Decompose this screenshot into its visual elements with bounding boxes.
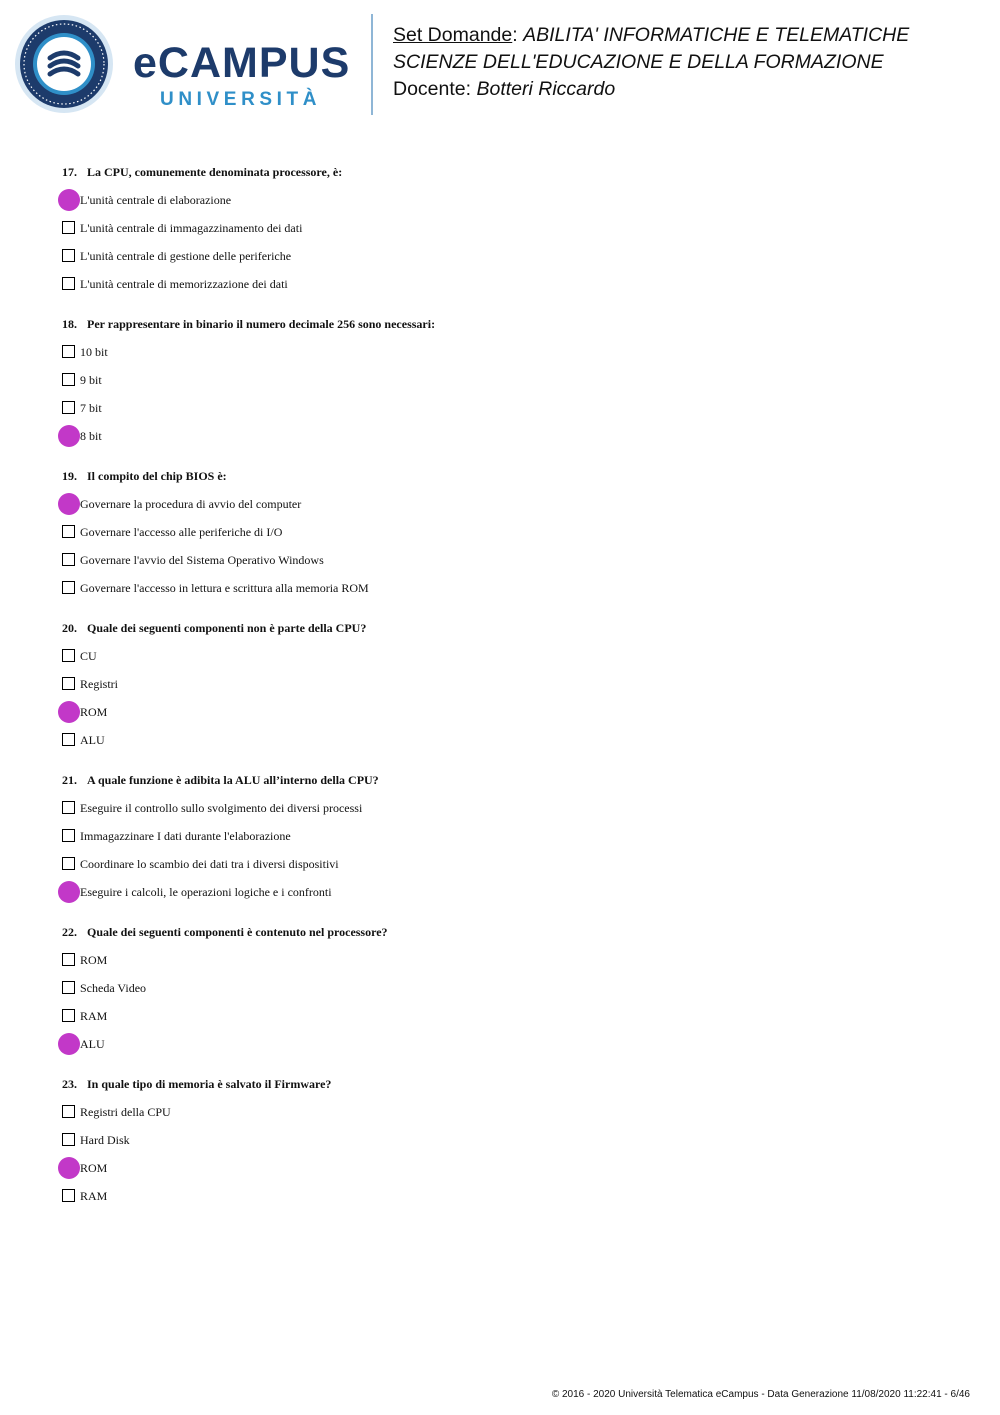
- correct-answer-marker-icon: [58, 1033, 80, 1055]
- answer-option[interactable]: [62, 546, 942, 574]
- answer-option[interactable]: [62, 518, 942, 546]
- course-line-1: [393, 22, 909, 49]
- answer-option-label: Governare la procedura di avvio del computer: [80, 497, 302, 511]
- question-title: [62, 617, 942, 639]
- answer-option[interactable]: [62, 878, 942, 906]
- question-number: 21.: [62, 773, 77, 787]
- answer-option-label: ALU: [80, 733, 105, 747]
- answer-option-label: Coordinare lo scambio dei dati tra i diversi dispositivi: [80, 857, 339, 871]
- question-number: 19.: [62, 469, 77, 483]
- set-separator: :: [512, 24, 524, 46]
- answer-option[interactable]: [62, 794, 942, 822]
- answer-options: [62, 794, 942, 906]
- answer-option[interactable]: [62, 1098, 942, 1126]
- question-title: [62, 161, 942, 183]
- answer-options: [62, 642, 942, 754]
- answer-checkbox[interactable]: [62, 401, 75, 414]
- answer-checkbox[interactable]: [62, 1009, 75, 1022]
- question-list: [62, 161, 942, 1225]
- answer-option-label: Registri della CPU: [80, 1105, 171, 1119]
- question-number: 22.: [62, 925, 77, 939]
- answer-option[interactable]: [62, 726, 942, 754]
- answer-option-label: L'unità centrale di elaborazione: [80, 193, 232, 207]
- answer-option[interactable]: [62, 1182, 942, 1210]
- answer-checkbox[interactable]: [62, 677, 75, 690]
- answer-option-label: ROM: [80, 705, 108, 719]
- university-seal-logo: [14, 14, 114, 114]
- question-title: [62, 313, 942, 335]
- answer-checkbox[interactable]: [62, 373, 75, 386]
- brand-wordmark: [133, 40, 358, 115]
- answer-checkbox[interactable]: [62, 829, 75, 842]
- answer-checkbox[interactable]: [62, 1189, 75, 1202]
- answer-checkbox[interactable]: [62, 525, 75, 538]
- question-text: A quale funzione è adibita la ALU all’interno della CPU?: [87, 773, 379, 787]
- answer-option-label: Registri: [80, 677, 118, 691]
- question-text: Quale dei seguenti componenti è contenuto nel processore?: [87, 925, 388, 939]
- answer-checkbox[interactable]: [62, 953, 75, 966]
- question-title: [62, 1073, 942, 1095]
- answer-option-label: 8 bit: [80, 429, 102, 443]
- teacher-name: Botteri Riccardo: [476, 78, 616, 100]
- question-block: [62, 769, 942, 906]
- answer-option-label: Governare l'accesso in lettura e scrittura alla memoria ROM: [80, 581, 369, 595]
- set-label: Set Domande: [393, 24, 513, 46]
- answer-option[interactable]: [62, 670, 942, 698]
- answer-option-label: RAM: [80, 1189, 108, 1203]
- question-title: [62, 769, 942, 791]
- answer-checkbox[interactable]: [62, 581, 75, 594]
- teacher-label: Docente:: [393, 78, 477, 100]
- answer-checkbox[interactable]: [62, 249, 75, 262]
- brand-name: eCAMPUS: [133, 39, 351, 87]
- answer-checkbox[interactable]: [62, 1105, 75, 1118]
- answer-checkbox[interactable]: [62, 801, 75, 814]
- answer-checkbox[interactable]: [62, 981, 75, 994]
- correct-answer-marker-icon: [58, 701, 80, 723]
- answer-checkbox[interactable]: [62, 733, 75, 746]
- answer-option[interactable]: [62, 946, 942, 974]
- answer-option[interactable]: [62, 974, 942, 1002]
- answer-option[interactable]: [62, 574, 942, 602]
- answer-option[interactable]: [62, 1126, 942, 1154]
- answer-option[interactable]: [62, 270, 942, 298]
- question-block: [62, 617, 942, 754]
- answer-option-label: L'unità centrale di memorizzazione dei dati: [80, 277, 288, 291]
- teacher-line: [393, 76, 909, 103]
- answer-option-label: ROM: [80, 953, 108, 967]
- question-number: 23.: [62, 1077, 77, 1091]
- answer-option-label: Scheda Video: [80, 981, 147, 995]
- question-block: [62, 1073, 942, 1210]
- answer-options: [62, 946, 942, 1058]
- question-text: Per rappresentare in binario il numero decimale 256 sono necessari:: [87, 317, 436, 331]
- answer-option-label: 10 bit: [80, 345, 108, 359]
- brand-subtitle: UNIVERSITÀ: [160, 89, 322, 110]
- course-title: ABILITA' INFORMATICHE E TELEMATICHE: [523, 24, 910, 46]
- answer-options: [62, 338, 942, 450]
- correct-answer-marker-icon: [58, 425, 80, 447]
- answer-option[interactable]: [62, 822, 942, 850]
- page-footer: © 2016 - 2020 Università Telematica eCampus - Data Generazione 11/08/2020 11:22:41 - 6/46: [551, 1389, 970, 1400]
- answer-option[interactable]: [62, 242, 942, 270]
- answer-option-label: 7 bit: [80, 401, 102, 415]
- correct-answer-marker-icon: [58, 493, 80, 515]
- answer-option-label: Immagazzinare I dati durante l'elaborazione: [80, 829, 291, 843]
- answer-option[interactable]: [62, 366, 942, 394]
- header-divider: [371, 14, 373, 115]
- answer-option[interactable]: [62, 1154, 942, 1182]
- answer-option-label: Governare l'avvio del Sistema Operativo Windows: [80, 553, 324, 567]
- question-title: [62, 465, 942, 487]
- answer-checkbox[interactable]: [62, 649, 75, 662]
- answer-options: [62, 186, 942, 298]
- question-block: [62, 161, 942, 298]
- answer-checkbox[interactable]: [62, 857, 75, 870]
- answer-option-label: 9 bit: [80, 373, 102, 387]
- answer-option-label: ALU: [80, 1037, 105, 1051]
- answer-option[interactable]: [62, 490, 942, 518]
- answer-option[interactable]: [62, 394, 942, 422]
- answer-options: [62, 1098, 942, 1210]
- correct-answer-marker-icon: [58, 189, 80, 211]
- answer-option[interactable]: [62, 422, 942, 450]
- question-number: 18.: [62, 317, 77, 331]
- question-text: La CPU, comunemente denominata processore, è:: [87, 165, 343, 179]
- question-block: [62, 921, 942, 1058]
- question-block: [62, 465, 942, 602]
- answer-option-label: Eseguire il controllo sullo svolgimento dei diversi processi: [80, 801, 363, 815]
- answer-checkbox[interactable]: [62, 221, 75, 234]
- answer-checkbox[interactable]: [62, 345, 75, 358]
- question-text: Quale dei seguenti componenti non è parte della CPU?: [87, 621, 367, 635]
- answer-option-label: CU: [80, 649, 97, 663]
- question-number: 20.: [62, 621, 77, 635]
- correct-answer-marker-icon: [58, 1157, 80, 1179]
- answer-option-label: Eseguire i calcoli, le operazioni logiche e i confronti: [80, 885, 332, 899]
- answer-checkbox[interactable]: [62, 277, 75, 290]
- answer-option[interactable]: [62, 1002, 942, 1030]
- answer-option[interactable]: [62, 186, 942, 214]
- answer-option-label: L'unità centrale di gestione delle periferiche: [80, 249, 292, 263]
- answer-option-label: RAM: [80, 1009, 108, 1023]
- course-info: [393, 22, 909, 103]
- answer-checkbox[interactable]: [62, 1133, 75, 1146]
- answer-option-label: Hard Disk: [80, 1133, 130, 1147]
- course-line-2: SCIENZE DELL'EDUCAZIONE E DELLA FORMAZIONE: [393, 51, 884, 73]
- answer-option[interactable]: [62, 698, 942, 726]
- answer-option[interactable]: [62, 338, 942, 366]
- answer-option[interactable]: [62, 642, 942, 670]
- answer-options: [62, 490, 942, 602]
- question-block: [62, 313, 942, 450]
- page-header: [0, 0, 1000, 125]
- question-number: 17.: [62, 165, 77, 179]
- answer-option-label: Governare l'accesso alle periferiche di I/O: [80, 525, 283, 539]
- question-title: [62, 921, 942, 943]
- question-text: In quale tipo di memoria è salvato il Firmware?: [87, 1077, 332, 1091]
- question-text: Il compito del chip BIOS è:: [87, 469, 227, 483]
- answer-option-label: ROM: [80, 1161, 108, 1175]
- answer-option[interactable]: [62, 214, 942, 242]
- answer-option[interactable]: [62, 1030, 942, 1058]
- answer-option[interactable]: [62, 850, 942, 878]
- correct-answer-marker-icon: [58, 881, 80, 903]
- answer-checkbox[interactable]: [62, 553, 75, 566]
- answer-option-label: L'unità centrale di immagazzinamento dei dati: [80, 221, 303, 235]
